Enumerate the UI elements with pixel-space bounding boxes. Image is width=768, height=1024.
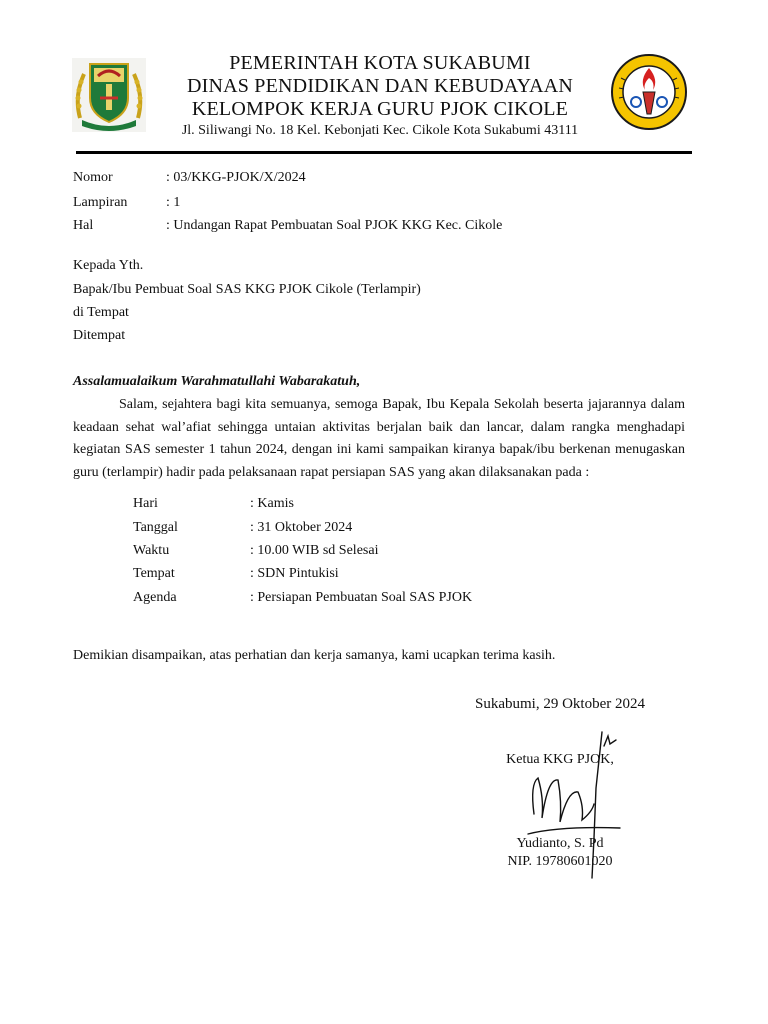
recipient-place: Ditempat [73,328,126,343]
detail-label: Tanggal [133,520,178,535]
lampiran-value: : 1 [166,195,181,210]
letterhead [150,52,610,140]
letterhead-divider [76,151,692,154]
hal-label: Hal [73,218,94,233]
recipient-name: Bapak/Ibu Pembuat Soal SAS KKG PJOK Cikole (Terlampir) [73,282,421,297]
nomor-label: Nomor [73,170,113,185]
place-date: Sukabumi, 29 Oktober 2024 [475,696,645,712]
detail-value: : Persiapan Pembuatan Soal SAS PJOK [250,590,473,605]
kkg-pjok-torch-emblem-icon [609,50,689,134]
signer-title: Ketua KKG PJOK, [506,752,614,767]
detail-label: Agenda [133,590,177,605]
recipient-salutation: Kepada Yth. [73,258,144,273]
detail-label: Hari [133,496,158,511]
closing-text: Demikian disampaikan, atas perhatian dan kerja samanya, kami ucapkan terima kasih. [73,648,556,663]
recipient-location: di Tempat [73,305,129,320]
nomor-value: : 03/KKG-PJOK/X/2024 [166,170,306,185]
letterhead-department: DINAS PENDIDIKAN DAN KEBUDAYAAN [186,75,573,97]
detail-value: : 31 Oktober 2024 [250,520,353,535]
detail-value: : Kamis [250,496,294,511]
letterhead-government: PEMERINTAH KOTA SUKABUMI [229,52,531,74]
signer-nip: NIP. 19780601020 [507,854,613,869]
greeting: Assalamualaikum Warahmatullahi Wabarakatuh, [73,374,361,389]
detail-label: Waktu [133,543,170,558]
letterhead-address: Jl. Siliwangi No. 18 Kel. Kebonjati Kec. Cikole Kota Sukabumi 43111 [181,123,579,138]
detail-label: Tempat [133,566,175,581]
kota-sukabumi-emblem-icon [72,58,146,132]
detail-value: : SDN Pintukisi [250,566,339,581]
lampiran-label: Lampiran [73,195,128,210]
signer-name: Yudianto, S. Pd [516,836,604,851]
body-paragraph-text: Salam, sejahtera bagi kita semuanya, semoga Bapak, Ibu Kepala Sekolah beserta jajarannya dalam keadaan sehat wal’afiat sehingga untaian aktivitas berjalan baik dan lancar, dalam rangka menghadapi kegiatan SAS semester 1 tahun 2024, dengan ini kami sampaikan kiranya bapak/ibu berkenan menugaskan guru (terlampir) hadir pada pelaksanaan rapat persiapan SAS yang akan dilaksanakan pada : [73,397,685,481]
detail-value: : 10.00 WIB sd Selesai [250,543,379,558]
letterhead-organization: KELOMPOK KERJA GURU PJOK CIKOLE [191,98,569,120]
hal-value: : Undangan Rapat Pembuatan Soal PJOK KKG Kec. Cikole [166,218,503,233]
body-paragraph [73,394,685,485]
